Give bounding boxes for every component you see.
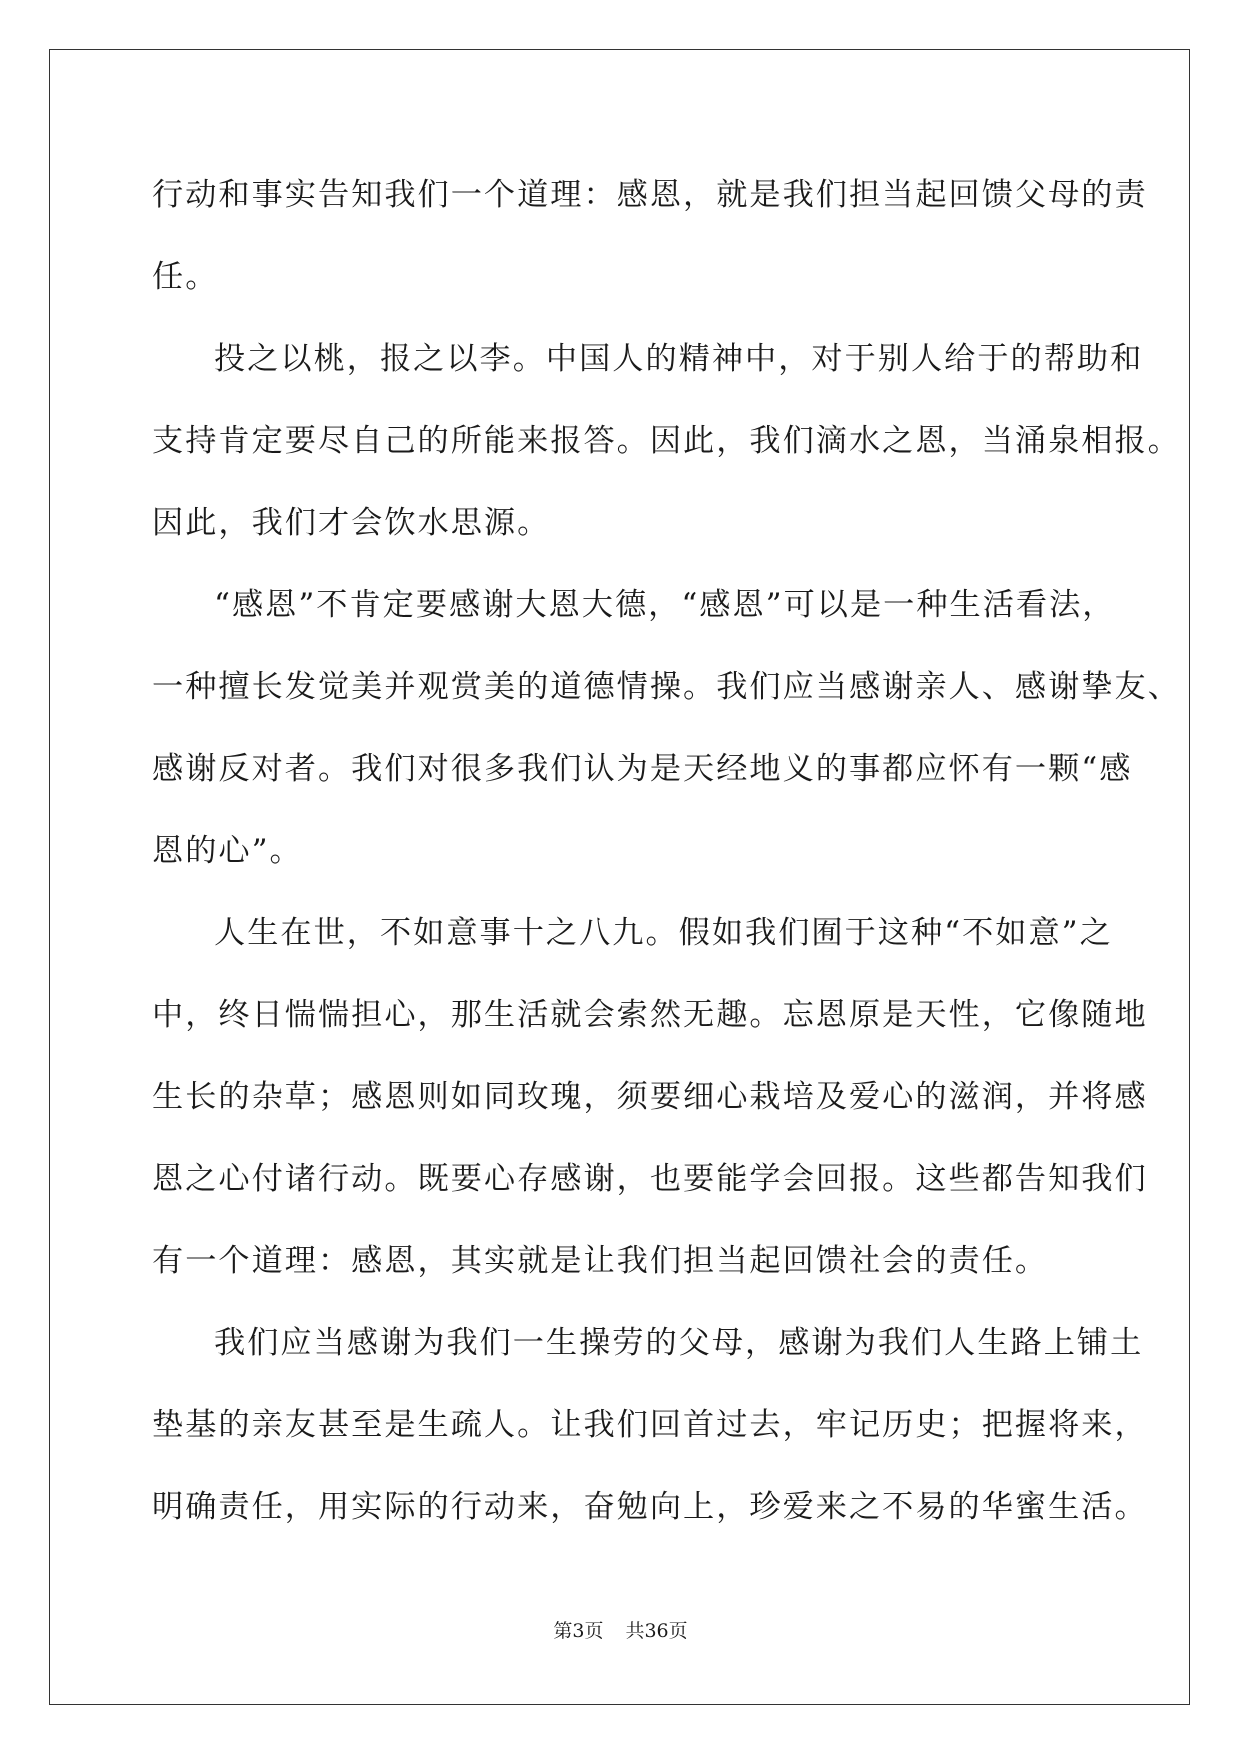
text-line: 有一个道理：感恩，其实就是让我们担当起回馈社会的责任。 <box>152 1243 1049 1279</box>
text-line: 支持肯定要尽自己的所能来报答。因此，我们滴水之恩，当涌泉相报。 <box>152 423 1181 459</box>
text-line: 行动和事实告知我们一个道理：感恩，就是我们担当起回馈父母的责 <box>152 177 1148 213</box>
text-line: 人生在世，不如意事十之八九。假如我们囿于这种“不如意”之 <box>214 915 1113 951</box>
paragraph <box>152 1302 1148 1548</box>
text-line: 因此，我们才会饮水思源。 <box>152 505 551 541</box>
text-line: 我们应当感谢为我们一生操劳的父母，感谢为我们人生路上铺土 <box>214 1325 1144 1361</box>
text-line: 恩的心”。 <box>152 833 303 869</box>
text-line: 恩之心付诸行动。既要心存感谢，也要能学会回报。这些都告知我们 <box>152 1161 1148 1197</box>
paragraph <box>152 154 1148 318</box>
text-line: 一种擅长发觉美并观赏美的道德情操。我们应当感谢亲人、感谢挚友、 <box>152 669 1181 705</box>
paragraph <box>152 564 1181 892</box>
text-line: 任。 <box>152 259 219 295</box>
page-number: 第3页 <box>553 1620 604 1642</box>
page-footer <box>0 1616 1241 1643</box>
text-line: 投之以桃，报之以李。中国人的精神中，对于别人给于的帮助和 <box>214 341 1144 377</box>
document-body <box>152 154 1181 1548</box>
text-line: “感恩”不肯定要感谢大恩大德，“感恩”可以是一种生活看法， <box>214 587 1116 623</box>
text-line: 生长的杂草；感恩则如同玫瑰，须要细心栽培及爱心的滋润，并将感 <box>152 1079 1148 1115</box>
text-line: 垫基的亲友甚至是生疏人。让我们回首过去，牢记历史；把握将来， <box>152 1407 1148 1443</box>
page-total: 共36页 <box>625 1620 688 1642</box>
text-line: 感谢反对者。我们对很多我们认为是天经地义的事都应怀有一颗“感 <box>152 751 1133 787</box>
text-line: 中，终日惴惴担心，那生活就会索然无趣。忘恩原是天性，它像随地 <box>152 997 1148 1033</box>
paragraph <box>152 318 1181 564</box>
paragraph <box>152 892 1148 1302</box>
text-line: 明确责任，用实际的行动来，奋勉向上，珍爱来之不易的华蜜生活。 <box>152 1489 1148 1525</box>
